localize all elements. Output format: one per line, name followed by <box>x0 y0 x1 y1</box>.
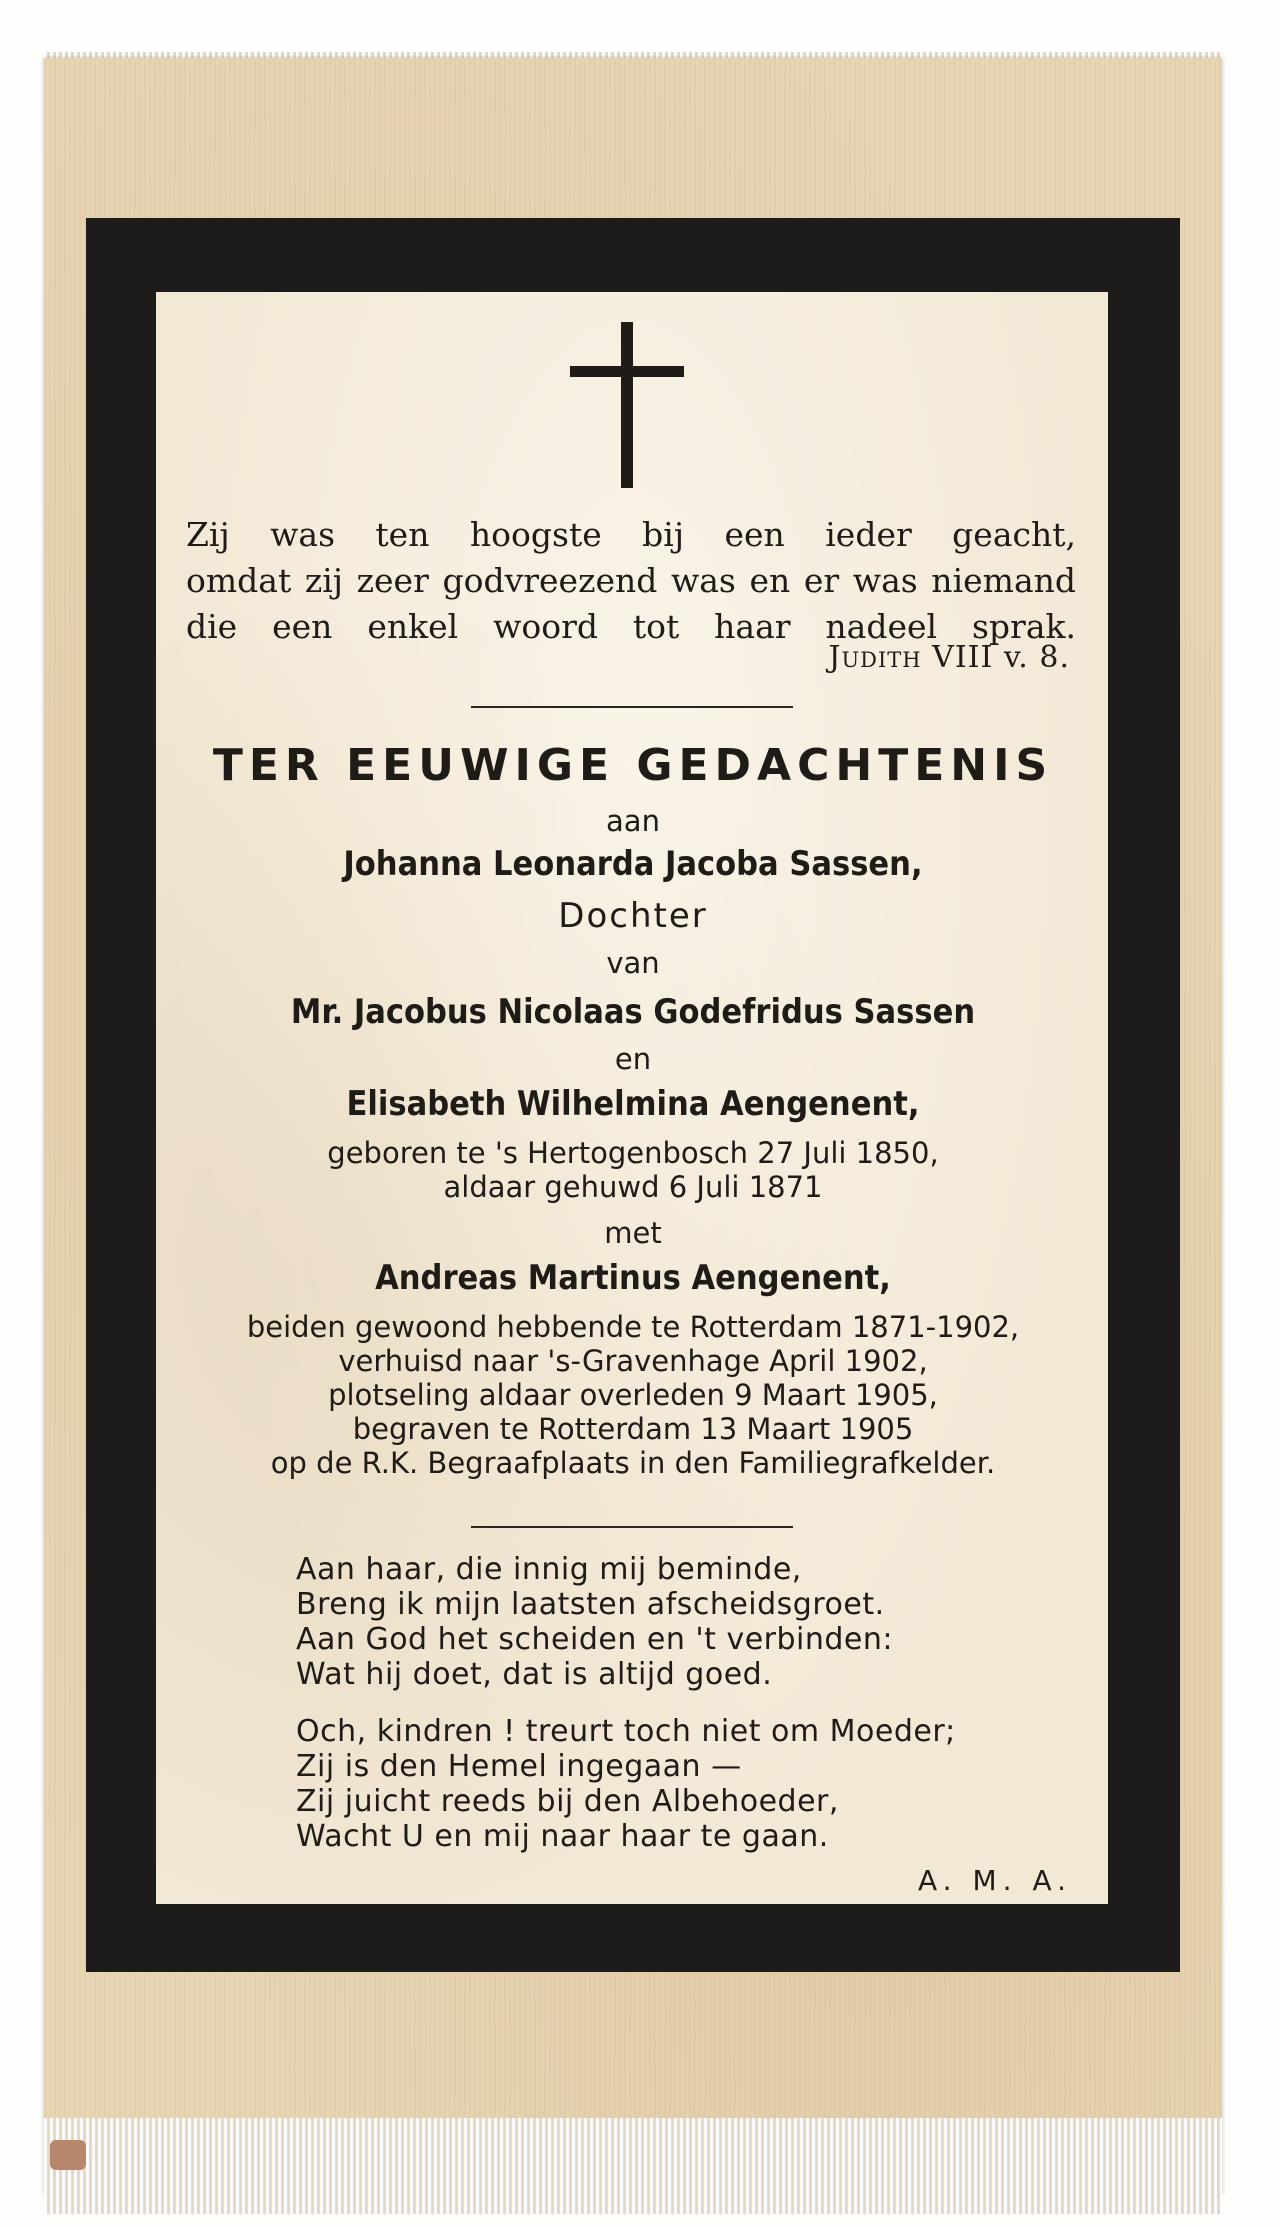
deceased-name: Johanna Leonarda Jacoba Sassen, <box>343 844 923 884</box>
life-line: begraven te Rotterdam 13 Maart 1905 <box>352 1412 914 1446</box>
text-van: van <box>606 946 660 980</box>
relation-label: Dochter <box>558 896 708 936</box>
poem-signature: A. M. A. <box>918 1864 1072 1897</box>
life-line: verhuisd naar 's-Gravenhage April 1902, <box>338 1344 928 1378</box>
verse-line: die een enkel woord tot haar nadeel sprak. <box>186 607 1076 646</box>
memorial-heading: TER EEUWIGE GEDACHTENIS <box>212 740 1054 791</box>
marriage-line: aldaar gehuwd 6 Juli 1871 <box>443 1170 823 1204</box>
divider-top <box>471 706 793 708</box>
poem-line: Wat hij doet, dat is altijd goed. <box>296 1657 773 1692</box>
poem-stanza-1 <box>296 1552 1096 1692</box>
husband-name: Andreas Martinus Aengenent, <box>375 1258 891 1298</box>
life-line: beiden gewoond hebbende te Rotterdam 1871-1902, <box>246 1310 1020 1344</box>
mother-name: Elisabeth Wilhelmina Aengenent, <box>346 1084 920 1124</box>
verse-line: Zij was ten hoogste bij een ieder geacht, <box>186 515 1076 554</box>
poem-line: Zij juicht reeds bij den Albehoeder, <box>296 1784 839 1819</box>
reference-chapter: VIII v. 8. <box>932 640 1070 675</box>
poem-line: Wacht U en mij naar haar te gaan. <box>296 1819 829 1854</box>
text-en: en <box>614 1042 652 1076</box>
card-content <box>156 292 1110 1898</box>
archive-logo-icon <box>50 2140 86 2170</box>
poem-line: Aan haar, die innig mij beminde, <box>296 1552 802 1587</box>
life-line: op de R.K. Begraafplaats in den Familiegrafkelder. <box>270 1446 996 1480</box>
poem-line: Aan God het scheiden en 't verbinden: <box>296 1622 893 1657</box>
verse-line: omdat zij zeer godvreezend was en er was niemand <box>186 561 1076 600</box>
father-name: Mr. Jacobus Nicolaas Godefridus Sassen <box>290 992 976 1032</box>
divider-bottom <box>471 1526 793 1528</box>
reference-book: Judith <box>828 640 922 675</box>
birth-line: geboren te 's Hertogenbosch 27 Juli 1850, <box>327 1136 939 1170</box>
fringe-bottom <box>44 2118 1222 2214</box>
poem-line: Och, kindren ! treurt toch niet om Moeder; <box>296 1714 956 1749</box>
text-met: met <box>604 1216 662 1250</box>
poem-stanza-2 <box>296 1714 1096 1854</box>
life-line: plotseling aldaar overleden 9 Maart 1905, <box>328 1378 938 1412</box>
bible-verse <box>186 512 1076 650</box>
text-aan: aan <box>606 804 660 838</box>
cross-icon <box>570 322 684 488</box>
poem-line: Zij is den Hemel ingegaan — <box>296 1749 742 1784</box>
verse-reference <box>828 640 1070 675</box>
poem-line: Breng ik mijn laatsten afscheidsgroet. <box>296 1587 885 1622</box>
